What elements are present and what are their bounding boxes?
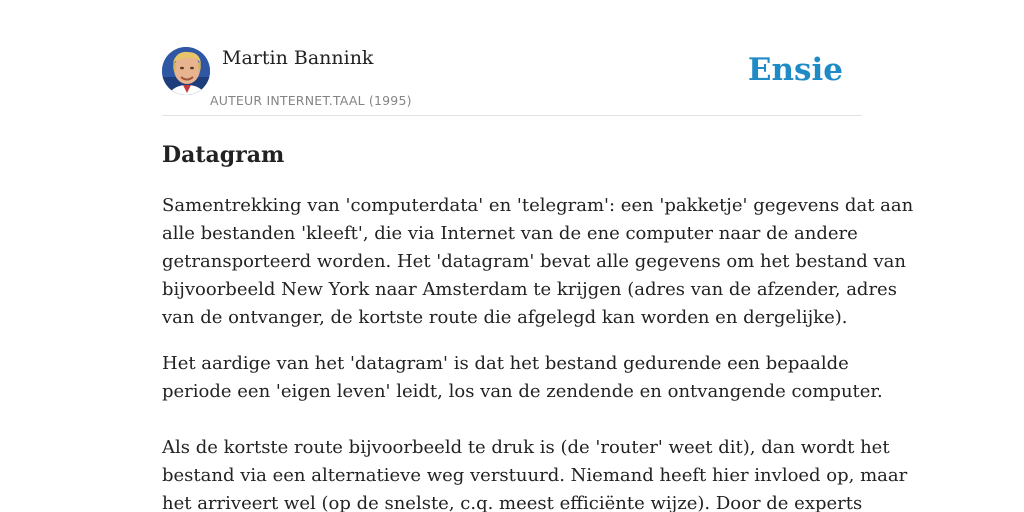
paragraph-3-line: Als de kortste route bijvoorbeeld te druk is (de 'router' weet dit), dan wordt het [162,437,890,458]
paragraph-1-line: bijvoorbeeld New York naar Amsterdam te krijgen (adres van de afzender, adres [162,279,897,300]
author-photo [162,47,210,95]
brand-logo[interactable]: Ensie [747,52,843,88]
author-name[interactable]: Martin Bannink [222,47,374,69]
author-role: AUTEUR INTERNET.TAAL (1995) [210,93,412,108]
paragraph-spacer [162,332,862,350]
definition-card [162,0,914,512]
author-avatar[interactable] [162,47,210,95]
paragraph-1-line: Samentrekking van 'computerdata' en 'telegram': een 'pakketje' gegevens dat aan [162,195,914,216]
paragraph-spacer [162,406,862,434]
paragraph-2-line: Het aardige van het 'datagram' is dat het bestand gedurende een bepaalde [162,353,849,374]
paragraph-1-line: alle bestanden 'kleeft', die via Internet van de ene computer naar de andere [162,223,858,244]
paragraph-2-line: periode een 'eigen leven' leidt, los van de zendende en ontvangende computer. [162,381,883,402]
card-header [162,46,862,116]
entry-title: Datagram [162,142,285,168]
entry-body [162,192,914,512]
paragraph-1-line: van de ontvanger, de kortste route die afgelegd kan worden en dergelijke). [162,307,848,328]
paragraph-1-line: getransporteerd worden. Het 'datagram' bevat alle gegevens om het bestand van [162,251,906,272]
paragraph-3-line: bestand via een alternatieve weg verstuurd. Niemand heeft hier invloed op, maar [162,465,908,486]
paragraph-3-line: het arriveert wel (op de snelste, c.q. meest efficiënte wijze). Door de experts [162,493,863,512]
